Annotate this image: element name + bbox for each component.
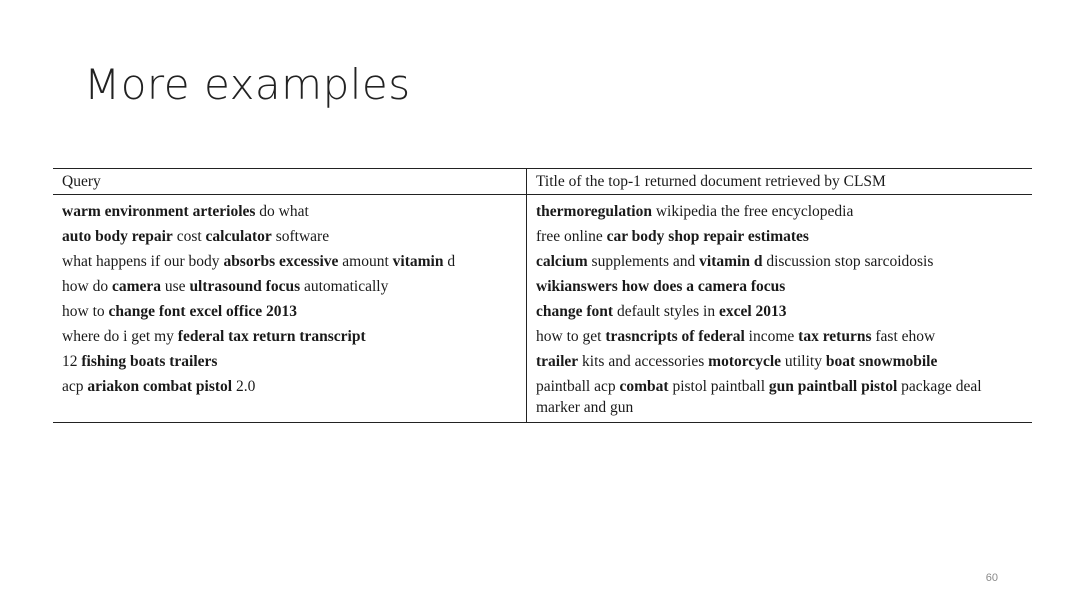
bold-term: trasncripts of federal — [605, 328, 745, 345]
bold-term: tax returns — [798, 328, 872, 345]
table-row — [53, 299, 1032, 324]
document-title-cell — [527, 224, 1033, 249]
query-cell — [53, 374, 527, 423]
table-body — [53, 195, 1032, 423]
bold-term: auto body repair — [62, 228, 173, 245]
bold-term: motorcycle — [708, 353, 782, 370]
plain-text: acp — [62, 378, 88, 395]
query-cell — [53, 224, 527, 249]
plain-text: fast ehow — [871, 328, 936, 345]
plain-text: how do — [62, 278, 112, 295]
bold-term: absorbs excessive — [223, 253, 339, 270]
document-title-cell — [527, 249, 1033, 274]
table-row — [53, 274, 1032, 299]
plain-text: paintball acp — [536, 378, 620, 395]
table-row — [53, 195, 1032, 225]
bold-term: change font — [536, 303, 614, 320]
bold-term: warm environment arterioles — [62, 203, 256, 220]
bold-term: change font excel office 2013 — [108, 303, 298, 320]
plain-text: supplements and — [587, 253, 700, 270]
table-row — [53, 224, 1032, 249]
document-title-cell — [527, 299, 1033, 324]
document-title-cell — [527, 195, 1033, 225]
plain-text: free online — [536, 228, 607, 245]
bold-term: ariakon combat pistol — [87, 378, 233, 395]
bold-term: calcium — [536, 253, 588, 270]
table-header-row — [53, 169, 1032, 195]
query-column-header: Query — [53, 169, 527, 195]
slide-title: More examples — [84, 60, 411, 109]
table-row — [53, 324, 1032, 349]
bold-term: vitamin — [392, 253, 444, 270]
plain-text: do what — [255, 203, 309, 220]
plain-text: discussion stop sarcoidosis — [762, 253, 934, 270]
plain-text: utility — [781, 353, 826, 370]
bold-term: trailer — [536, 353, 579, 370]
query-cell — [53, 349, 527, 374]
plain-text: how to — [62, 303, 109, 320]
examples-table — [53, 168, 1032, 423]
query-cell — [53, 195, 527, 225]
bold-term: vitamin d — [699, 253, 763, 270]
examples-table-container — [53, 168, 1032, 423]
document-title-cell — [527, 374, 1033, 423]
page-number: 60 — [985, 572, 998, 584]
bold-term: car body shop repair estimates — [606, 228, 809, 245]
document-title-cell — [527, 274, 1033, 299]
plain-text: kits and accessories — [578, 353, 709, 370]
plain-text: default styles in — [613, 303, 719, 320]
plain-text: package deal marker and gun — [536, 378, 982, 416]
document-title-cell — [527, 349, 1033, 374]
bold-term: ultrasound focus — [189, 278, 301, 295]
plain-text: wikipedia the free encyclopedia — [651, 203, 854, 220]
plain-text: use — [161, 278, 190, 295]
query-cell — [53, 324, 527, 349]
plain-text: 12 — [62, 353, 82, 370]
table-row — [53, 374, 1032, 423]
plain-text: cost — [172, 228, 206, 245]
plain-text: 2.0 — [232, 378, 256, 395]
plain-text: where do i get my — [62, 328, 178, 345]
plain-text: pistol paintball — [668, 378, 769, 395]
bold-term: gun paintball pistol — [768, 378, 898, 395]
bold-term: combat — [619, 378, 669, 395]
query-cell — [53, 249, 527, 274]
table-row — [53, 249, 1032, 274]
bold-term: thermoregulation — [536, 203, 652, 220]
bold-term: excel 2013 — [718, 303, 787, 320]
document-title-cell — [527, 324, 1033, 349]
plain-text: amount — [338, 253, 393, 270]
bold-term: fishing boats trailers — [81, 353, 218, 370]
plain-text: income — [744, 328, 799, 345]
bold-term: calculator — [205, 228, 272, 245]
plain-text: d — [443, 253, 456, 270]
plain-text: what happens if our body — [62, 253, 224, 270]
table-row — [53, 349, 1032, 374]
bold-term: boat snowmobile — [825, 353, 938, 370]
query-cell — [53, 274, 527, 299]
plain-text: software — [271, 228, 330, 245]
query-cell — [53, 299, 527, 324]
bold-term: camera — [111, 278, 162, 295]
plain-text: how to get — [536, 328, 606, 345]
plain-text: automatically — [300, 278, 389, 295]
bold-term: wikianswers how does a camera focus — [536, 278, 786, 295]
title-column-header: Title of the top-1 returned document retrieved by CLSM — [527, 169, 1033, 195]
bold-term: federal tax return transcript — [177, 328, 366, 345]
